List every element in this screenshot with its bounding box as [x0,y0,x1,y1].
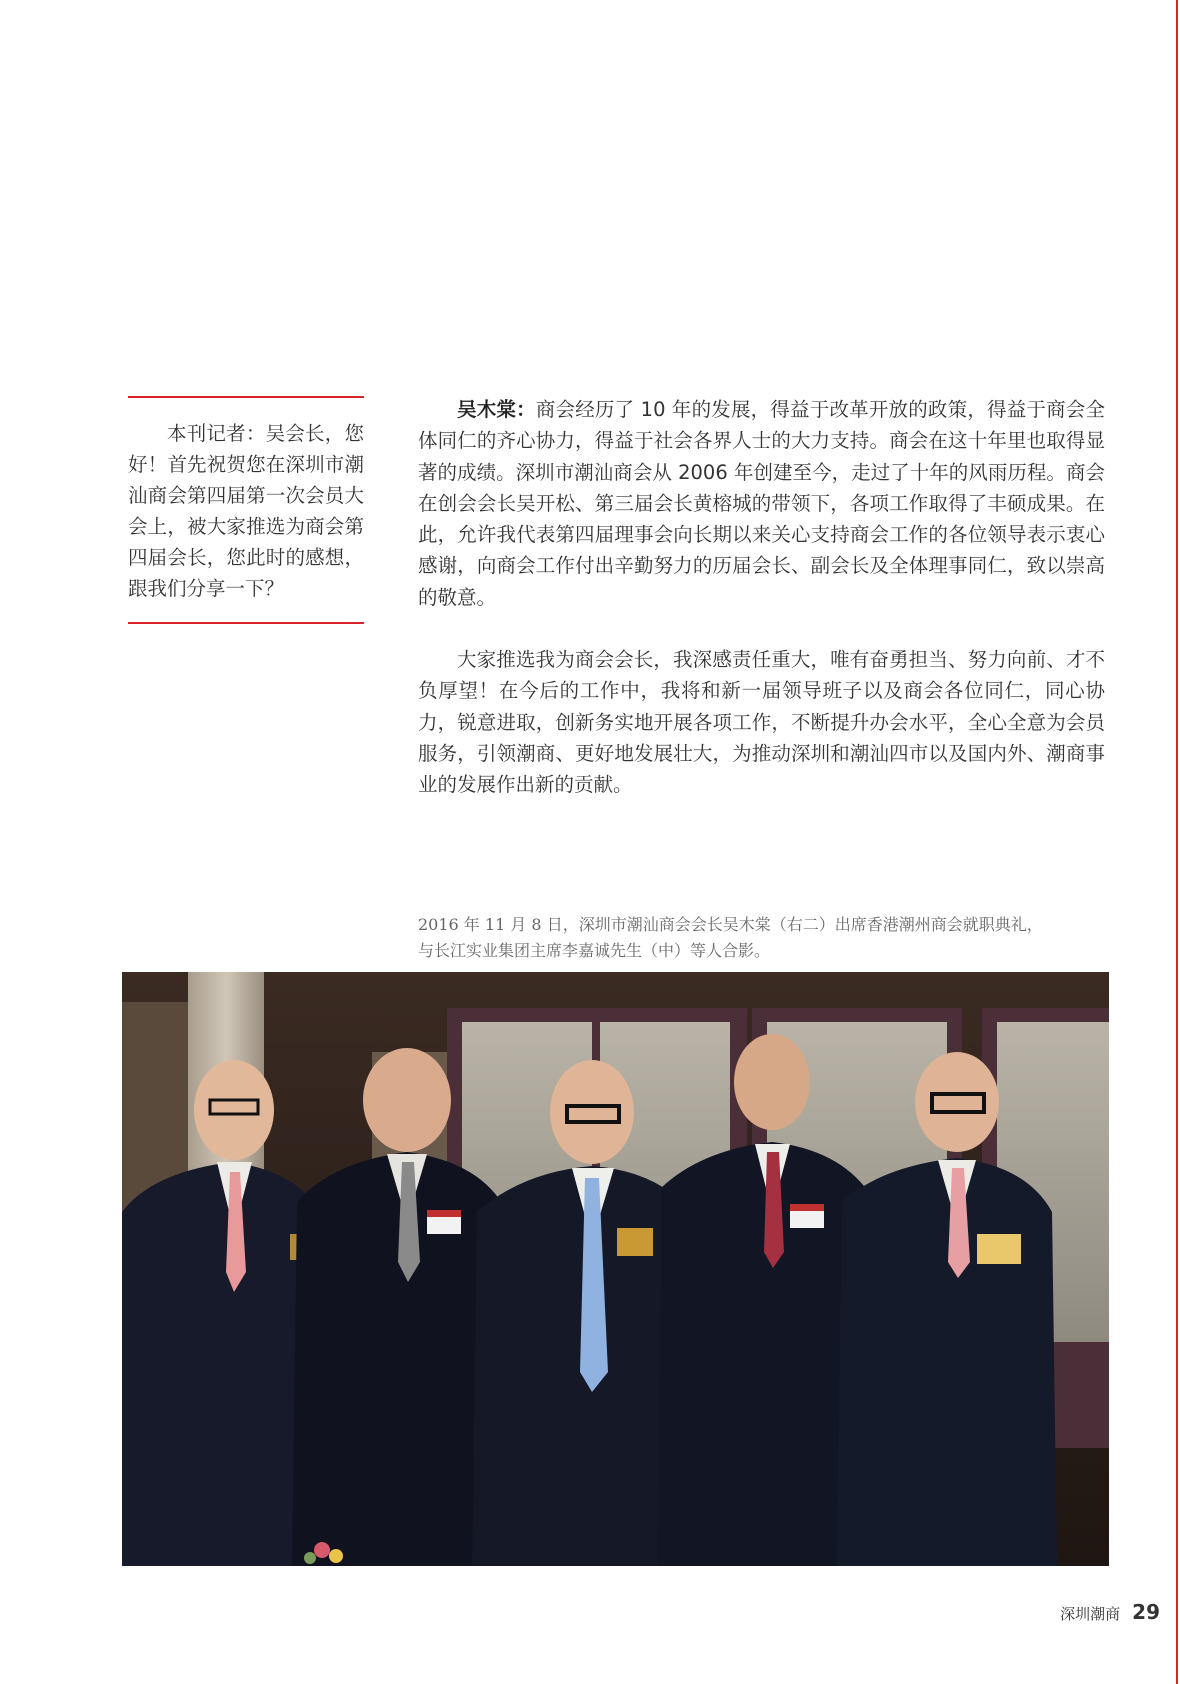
page-footer [1060,1600,1160,1624]
page-number: 29 [1132,1600,1160,1624]
question-text: 本刊记者：吴会长，您好！首先祝贺您在深圳市潮汕商会第四届第一次会员大会上，被大家推选为商会第四届会长，您此时的感想，跟我们分享一下？ [128,422,364,600]
page-edge-line [1176,0,1178,1684]
caption-line-1: 2016 年 11 月 8 日，深圳市潮汕商会会长吴木棠（右二）出席香港潮州商会就职典礼， [418,915,1043,934]
bottom-rule [128,622,364,624]
answer-text-1: 商会经历了 10 年的发展，得益于改革开放的政策，得益于商会全体同仁的齐心协力，得益于社会各界人士的大力支持。商会在这十年里也取得显著的成绩。深圳市潮汕商会从 2006 年创建至今，走过了十年的风雨历程。商会在创会会长吴开松、第三届会长黄榕城的带领下，各项工作取得了丰硕成果。在此，允许我代表第四届理事会向长期以来关心支持商会工作的各位领导表示衷心感谢，向商会工作付出辛勤努力的历届会长、副会长及全体理事同仁，致以崇高的敬意。 [418,398,1105,609]
photo-caption [418,912,1118,964]
magazine-name: 深圳潮商 [1060,1605,1121,1623]
caption-line-2: 与长江实业集团主席李嘉诚先生（中）等人合影。 [418,941,771,960]
question-box [128,396,364,624]
speaker-label: 吴木棠： [457,398,536,421]
answer-paragraph-1 [418,394,1105,613]
article-body [418,394,1105,832]
answer-paragraph-2: 大家推选我为商会会长，我深感责任重大，唯有奋勇担当、努力向前、才不负厚望！在今后的工作中，我将和新一届领导班子以及商会各位同仁，同心协力，锐意进取，创新务实地开展各项工作，不断提升办会水平，全心全意为会员服务，引领潮商、更好地发展壮大，为推动深圳和潮汕四市以及国内外、潮商事业的发展作出新的贡献。 [418,648,1105,797]
group-photo [122,972,1109,1566]
